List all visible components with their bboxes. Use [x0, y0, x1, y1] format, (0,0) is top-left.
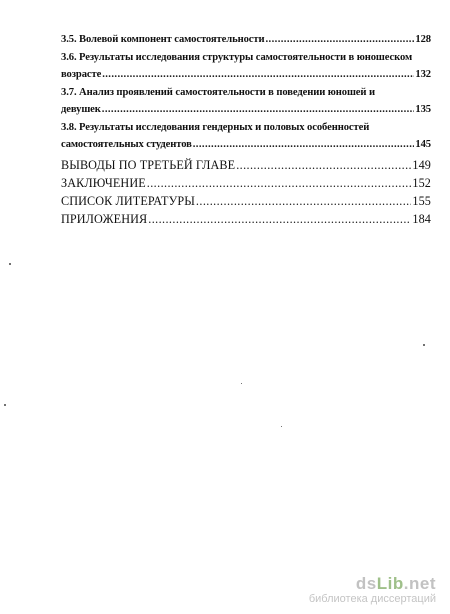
toc-entry-title: ЗАКЛЮЧЕНИЕ: [61, 176, 146, 190]
toc-entry-title: СПИСОК ЛИТЕРАТУРЫ: [61, 194, 195, 208]
toc-entry-appendices: [61, 211, 431, 228]
dslib-subtitle: библиотека диссертаций: [308, 593, 436, 605]
toc-page-number: 135: [415, 104, 431, 115]
toc-entry-conclusion: [61, 175, 431, 192]
toc-entry-title: ПРИЛОЖЕНИЯ: [61, 212, 148, 226]
toc-entry-title-cont: возрасте: [61, 69, 102, 80]
toc-page-number: 155: [412, 194, 431, 208]
toc-leader-dots: [196, 193, 411, 210]
scan-speck: [9, 263, 11, 265]
scan-speck: [423, 344, 425, 346]
toc-entry-title: 3.8. Результаты исследования гендерных и половых особенностей: [61, 122, 370, 133]
toc-leader-dots: [147, 175, 412, 192]
scan-speck: [241, 383, 242, 384]
toc-leader-dots: [148, 211, 411, 228]
dslib-logo: dsLib.net: [355, 574, 436, 593]
table-of-contents: [61, 31, 431, 228]
toc-leader-dots: [102, 101, 415, 118]
toc-leader-dots: [193, 136, 415, 153]
toc-page-number: 149: [412, 158, 431, 172]
toc-entry-title: 3.6. Результаты исследования структуры самостоятельности в юношеском: [61, 52, 413, 63]
toc-entry-3-7: [61, 84, 431, 118]
dslib-watermark: [309, 574, 436, 606]
toc-page-number: 152: [412, 176, 431, 190]
scan-speck: [4, 404, 6, 406]
toc-entry-title-cont: девушек: [61, 104, 101, 115]
toc-leader-dots: [236, 157, 411, 174]
toc-entry-3-8: [61, 119, 431, 153]
toc-entry-3-5: [61, 31, 431, 48]
toc-page-number: 145: [415, 139, 431, 150]
toc-page-number: 184: [412, 212, 431, 226]
toc-page-number: 128: [415, 34, 431, 45]
toc-entry-title-cont: самостоятельных студентов: [61, 139, 192, 150]
toc-entry-conclusions-ch3: [61, 157, 431, 174]
toc-entry-title: 3.5. Волевой компонент самостоятельности: [61, 34, 265, 45]
toc-leader-dots: [102, 66, 414, 83]
toc-entry-title: ВЫВОДЫ ПО ТРЕТЬЕЙ ГЛАВЕ: [61, 158, 236, 172]
toc-entry-title: 3.7. Анализ проявлений самостоятельности в поведении юношей и: [61, 87, 375, 98]
toc-leader-dots: [266, 31, 415, 48]
toc-page-number: 132: [415, 69, 431, 80]
toc-entry-references: [61, 193, 431, 210]
toc-entry-3-6: [61, 49, 431, 83]
scan-speck: [281, 426, 282, 427]
